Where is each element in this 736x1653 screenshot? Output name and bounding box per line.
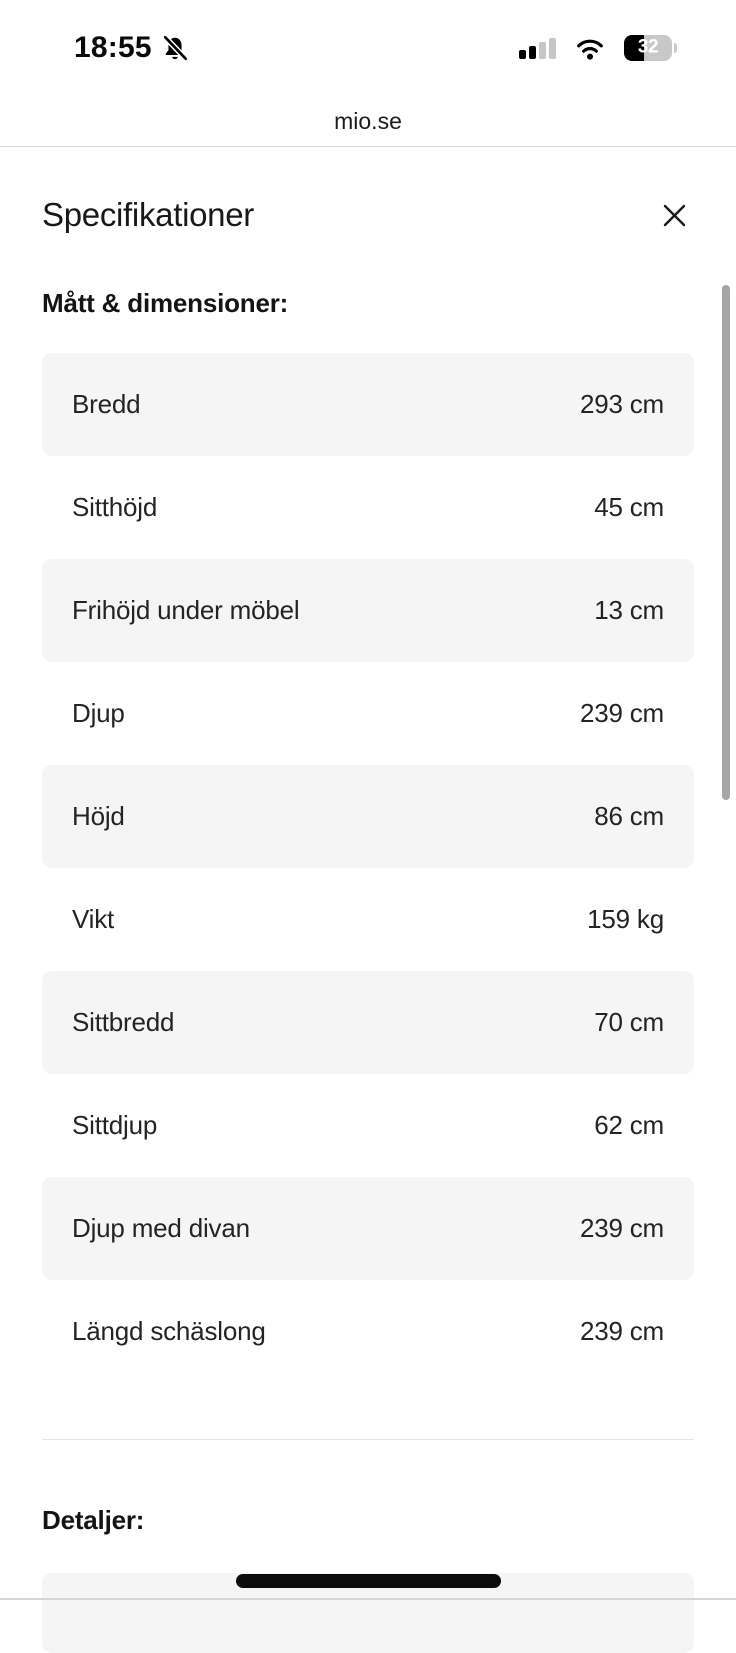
close-button[interactable] — [654, 195, 694, 235]
spec-row — [42, 662, 694, 765]
close-icon — [661, 202, 688, 229]
cellular-signal-icon — [519, 37, 556, 59]
spec-label: Djup med divan — [72, 1213, 250, 1243]
spec-value: 239 cm — [579, 698, 664, 728]
spec-label: Sittbredd — [72, 1007, 175, 1037]
spec-label: Längd schäslong — [72, 1316, 266, 1346]
spec-label: Sittdjup — [72, 1110, 158, 1140]
spec-value: 239 cm — [579, 1316, 664, 1346]
home-indicator[interactable] — [236, 1574, 501, 1588]
specifications-sheet — [0, 191, 736, 1653]
spec-label: Sitthöjd — [72, 492, 158, 522]
signal-bar — [539, 42, 546, 59]
spec-value: 45 cm — [594, 492, 664, 522]
clock: 18:55 — [74, 31, 152, 64]
spec-row — [42, 1280, 694, 1383]
spec-row — [42, 868, 694, 971]
spec-value: 86 cm — [594, 801, 664, 831]
browser-url-bar[interactable] — [0, 96, 736, 147]
status-bar — [0, 0, 736, 96]
spec-value: 293 cm — [579, 389, 664, 419]
signal-bar — [549, 38, 556, 59]
section-heading-details: Detaljer: — [42, 1505, 145, 1535]
spec-value: 239 cm — [579, 1213, 664, 1243]
section-divider — [42, 1439, 694, 1440]
spec-label: Frihöjd under möbel — [72, 595, 300, 625]
spec-label: Höjd — [72, 801, 125, 831]
spec-value: 13 cm — [594, 595, 664, 625]
spec-label: Vikt — [72, 904, 115, 934]
spec-row — [42, 456, 694, 559]
spec-value: 62 cm — [594, 1110, 664, 1140]
spec-row — [42, 1177, 694, 1280]
spec-row — [42, 765, 694, 868]
spec-row — [42, 1074, 694, 1177]
sheet-header — [42, 191, 694, 239]
sheet-title: Specifikationer — [42, 196, 254, 233]
spec-label: Djup — [72, 698, 125, 728]
url-text: mio.se — [334, 107, 402, 134]
signal-bar — [529, 46, 536, 59]
battery-cap — [674, 43, 677, 53]
scrollbar-thumb[interactable] — [722, 285, 730, 800]
wifi-icon — [574, 36, 606, 61]
spec-row — [42, 559, 694, 662]
spec-value: 70 cm — [594, 1007, 664, 1037]
signal-bar — [519, 50, 526, 59]
spec-label: Bredd — [72, 389, 141, 419]
spec-rows — [42, 353, 694, 1383]
battery-percent: 32 — [637, 36, 659, 58]
bell-slash-icon — [160, 33, 190, 63]
section-heading-dimensions: Mått & dimensioner: — [42, 288, 289, 318]
spec-value: 159 kg — [587, 904, 664, 934]
battery-icon — [624, 35, 672, 61]
spec-row — [42, 971, 694, 1074]
spec-row — [42, 353, 694, 456]
